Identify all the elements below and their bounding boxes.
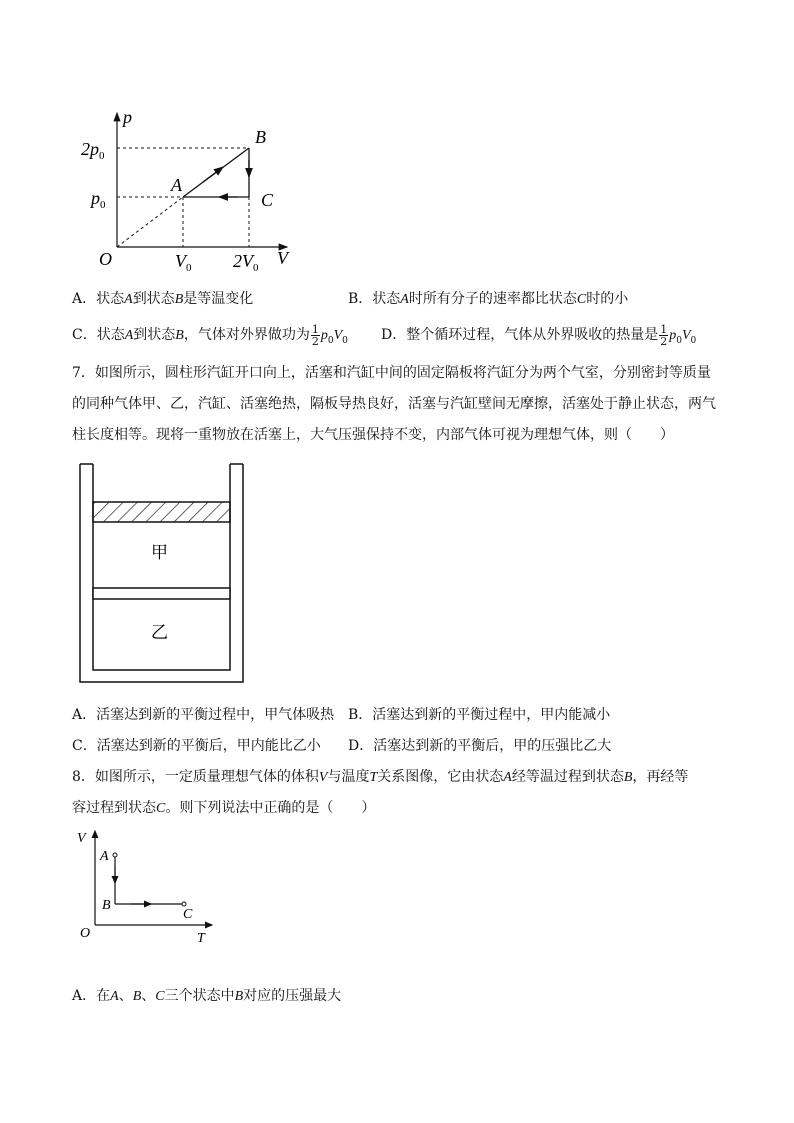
cylinder-outer-wall <box>80 464 243 682</box>
tick-p0: $p_0$ <box>91 188 106 211</box>
p-axis-label: p <box>123 107 132 127</box>
point-a-label: A <box>171 175 182 195</box>
q7-line-3: 柱长度相等。现将一重物放在活塞上，大气压强保持不变，内部气体可视为理想气体，则（ ） <box>72 427 674 443</box>
q7-line-1: 7．如图所示，圆柱形汽缸开口向上，活塞和汽缸中间的固定隔板将汽缸分为两个气室，分别密封等质量 <box>72 365 711 381</box>
q8-line-1: 8．如图所示，一定质量理想气体的体积V与温度T关系图像，它由状态A经等温过程到状态B，再经等 <box>72 769 689 785</box>
dashed-origin-a <box>117 197 183 247</box>
point-c <box>182 902 186 906</box>
q6-option-c: C．状态A到状态B，气体对外界做功为 $\frac{1}{2}$ $p_0V_0$ <box>72 322 348 348</box>
q6-option-b: B．状态A时所有分子的速率都比状态C时的小 <box>348 291 629 307</box>
pv-diagram <box>75 105 305 285</box>
v-axis-label: V <box>77 831 86 846</box>
t-axis-label: T <box>197 931 205 946</box>
cylinder-diagram <box>78 462 248 686</box>
q7-option-d: D．活塞达到新的平衡后，甲的压强比乙大 <box>348 738 612 754</box>
q8-option-a: A．在A、B、C三个状态中B对应的压强最大 <box>72 988 342 1004</box>
point-c-label: C <box>261 190 274 210</box>
q7-line-2: 的同种气体甲、乙，汽缸、活塞绝热，隔板导热良好，活塞与汽缸壁间无摩擦，活塞处于静止状态，两气 <box>72 396 716 412</box>
v-axis-label: V <box>277 248 288 268</box>
partition <box>93 588 230 599</box>
fraction-half: $\frac{1}{2}$ <box>311 322 319 348</box>
point-b-label: B <box>102 898 111 913</box>
tick-v0: $V_0$ <box>175 251 192 274</box>
tick-2p0: $2p_0$ <box>81 139 105 162</box>
tick-2v0: $2V_0$ <box>233 251 259 274</box>
point-a <box>113 853 117 857</box>
arrow-a-b <box>203 167 223 182</box>
point-b-label: B <box>255 127 266 147</box>
q7-option-c: C．活塞达到新的平衡后，甲内能比乙小 <box>72 738 321 754</box>
q7-option-a: A．活塞达到新的平衡过程中，甲气体吸热 <box>72 707 335 723</box>
q6-option-a: A．状态A到状态B是等温变化 <box>72 291 254 307</box>
origin-label: O <box>99 249 112 269</box>
q7-option-b: B．活塞达到新的平衡过程中，甲内能减小 <box>348 707 611 723</box>
fraction-half: $\frac{1}{2}$ <box>660 322 668 348</box>
point-c-label: C <box>183 907 193 922</box>
piston <box>93 502 230 522</box>
point-a-label: A <box>100 849 109 864</box>
vt-diagram <box>75 825 225 950</box>
q8-line-2: 容过程到状态C。则下列说法中正确的是（ ） <box>72 800 376 816</box>
origin-label: O <box>80 926 91 941</box>
gas-label-bottom: 乙 <box>151 623 168 642</box>
q6-option-d: D．整个循环过程，气体从外界吸收的热量是 $\frac{1}{2}$ $p_0V_0$ <box>381 322 697 348</box>
gas-label-top: 甲 <box>151 543 168 562</box>
